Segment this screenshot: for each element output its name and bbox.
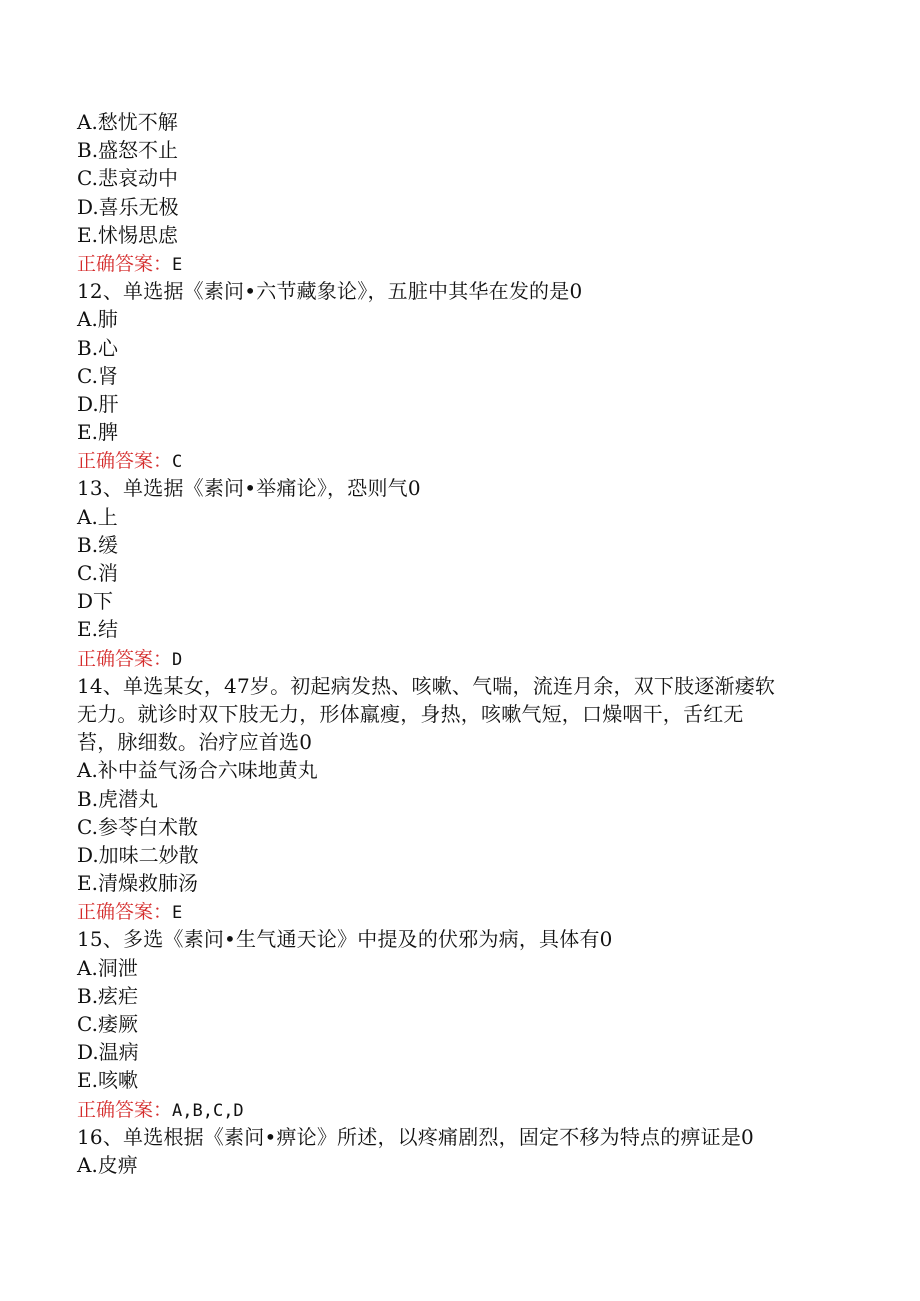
answer-line bbox=[77, 446, 837, 474]
option-e: E.脾 bbox=[77, 420, 118, 445]
question-stem: 13、单选据《素问•举痛论》，恐则气0 bbox=[77, 476, 421, 501]
answer-label: 正确答案： bbox=[77, 901, 173, 924]
question-block bbox=[77, 925, 837, 1122]
option-d: D.肝 bbox=[77, 391, 119, 416]
option-e: E.怵惕思虑 bbox=[77, 222, 178, 247]
answer-line bbox=[77, 1095, 837, 1123]
answer-line bbox=[77, 897, 837, 925]
question-block bbox=[77, 672, 837, 926]
question-block bbox=[77, 474, 837, 671]
question-stem: 16、单选根据《素问•痹论》所述，以疼痛剧烈，固定不移为特点的痹证是0 bbox=[77, 1124, 754, 1149]
option-b: B.虎潜丸 bbox=[77, 786, 159, 811]
option-e: E.咳嗽 bbox=[77, 1068, 138, 1093]
answer-value: A,B,C,D bbox=[172, 1100, 244, 1121]
option-b: B.盛怒不止 bbox=[77, 138, 179, 163]
option-a: A.上 bbox=[77, 504, 118, 529]
question-stem: 15、多选《素问•生气通天论》中提及的伏邪为病，具体有0 bbox=[77, 927, 613, 952]
option-b: B.缓 bbox=[77, 532, 119, 557]
option-c: C.消 bbox=[77, 561, 118, 585]
question-stem: 12、单选据《素问•六节藏象论》，五脏中其华在发的是0 bbox=[77, 279, 583, 304]
option-d: D.喜乐无极 bbox=[77, 194, 179, 219]
question-block bbox=[77, 108, 837, 277]
question-block bbox=[77, 277, 837, 474]
option-a: A.洞泄 bbox=[77, 955, 138, 980]
option-e: E.清燥救肺汤 bbox=[77, 871, 198, 896]
document-page bbox=[77, 108, 837, 1179]
option-a: A.肺 bbox=[77, 307, 118, 332]
answer-value: E bbox=[172, 254, 183, 275]
answer-label: 正确答案： bbox=[77, 450, 173, 473]
option-c: C.参苓白术散 bbox=[77, 814, 198, 839]
option-c: C.痿厥 bbox=[77, 1012, 138, 1036]
option-e: E.结 bbox=[77, 617, 118, 642]
question-block bbox=[77, 1123, 837, 1179]
option-d: D.温病 bbox=[77, 1040, 139, 1065]
option-b: B.痃疟 bbox=[77, 983, 139, 1008]
answer-line bbox=[77, 644, 837, 672]
option-c: C.肾 bbox=[77, 363, 118, 388]
answer-label: 正确答案： bbox=[77, 1098, 173, 1121]
question-stem: 无力。就诊时双下肢无力，形体羸瘦，身热，咳嗽气短，口燥咽干，舌红无 bbox=[77, 701, 744, 726]
option-d: D.加味二妙散 bbox=[77, 842, 199, 867]
option-b: B.心 bbox=[77, 335, 119, 360]
answer-line bbox=[77, 249, 837, 277]
option-a: A.皮痹 bbox=[77, 1152, 138, 1177]
answer-label: 正确答案： bbox=[77, 252, 173, 275]
option-c: C.悲哀动中 bbox=[77, 166, 178, 191]
option-a: A.补中益气汤合六味地黄丸 bbox=[77, 758, 318, 783]
answer-label: 正确答案： bbox=[77, 647, 173, 670]
option-d: D下 bbox=[77, 589, 114, 614]
question-stem: 14、单选某女，47岁。初起病发热、咳嗽、气喘，流连月余，双下肢逐渐痿软 bbox=[77, 673, 776, 698]
question-stem: 苔，脉细数。治疗应首选0 bbox=[77, 730, 313, 755]
option-a: A.愁忧不解 bbox=[77, 110, 178, 134]
answer-value: E bbox=[172, 903, 183, 924]
answer-value: D bbox=[172, 649, 183, 670]
answer-value: C bbox=[172, 452, 183, 473]
